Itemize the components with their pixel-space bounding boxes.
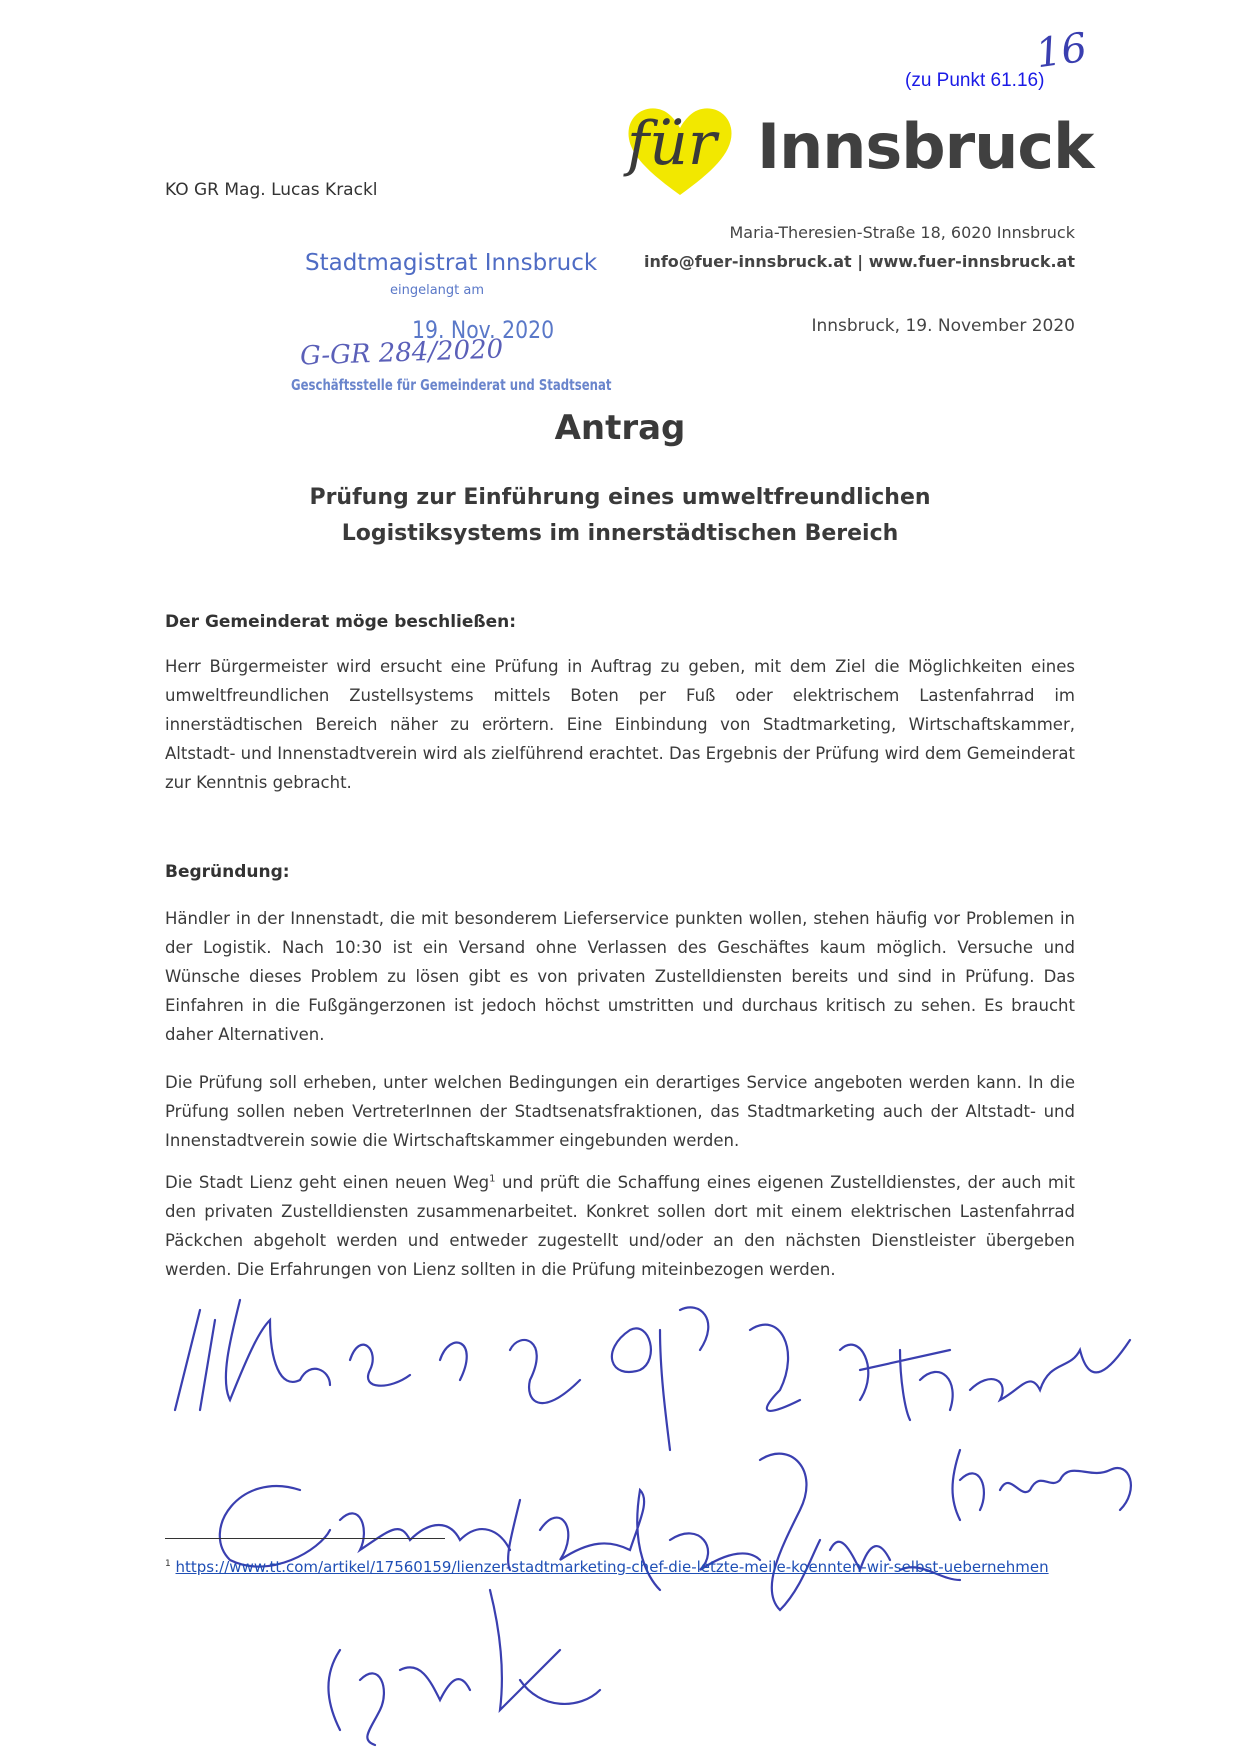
footnote-reference[interactable]: 1 [489, 1173, 496, 1185]
document-title [0, 480, 1240, 552]
sender-contact: info@fuer-innsbruck.at | www.fuer-innsbruck.at [643, 252, 1075, 271]
document-title-line-2: Logistiksystems im innerstädtischen Bereich [341, 521, 899, 546]
document-date: Innsbruck, 19. November 2020 [811, 316, 1075, 336]
handwritten-page-number: 16 [1033, 24, 1090, 78]
resolution-heading: Der Gemeinderat möge beschließen: [165, 612, 517, 632]
party-logo [625, 100, 1094, 200]
footnote-separator [165, 1538, 445, 1539]
logo-prefix: für [627, 109, 717, 179]
sender-address: Maria-Theresien-Straße 18, 6020 Innsbruck [729, 223, 1075, 242]
signature-10 [490, 1590, 600, 1710]
signature-7 [760, 1454, 960, 1610]
agenda-reference: (zu Punkt 61.16) [905, 70, 1045, 91]
reasoning-paragraph-1: Händler in der Innenstadt, die mit besonderem Lieferservice punkten wollen, stehen häufig vor Problemen in der Logistik. Nach 10:30 ist ein Versand ohne Verlassen des Geschäftes kaum möglich. Versuche und Wünsche dieses Problem zu lösen gibt es von privaten Zustelldiensten bereits und sind in Prüfung. Das Einfahren in die Fußgängerzonen ist jedoch höchst umstritten und durchaus kritisch zu sehen. Es braucht daher Alternativen. [165, 909, 1075, 1044]
signature-3 [750, 1325, 868, 1411]
signature-1 [175, 1300, 580, 1410]
footnote [165, 1552, 1065, 1579]
author-name: KO GR Mag. Lucas Krackl [165, 180, 378, 200]
document-title-line-1: Prüfung zur Einführung eines umweltfreundlichen [309, 485, 931, 510]
logo-city: Innsbruck [757, 110, 1094, 183]
signature-9 [328, 1650, 470, 1745]
paragraph-3-start: Die Stadt Lienz geht einen neuen Weg [165, 1173, 490, 1192]
signature-4 [860, 1340, 1130, 1420]
footnote-link[interactable]: https://www.tt.com/artikel/17560159/lienzer-stadtmarketing-chef-die-letzte-meile-koennten-wir-selbst-uebernehmen [175, 1558, 1049, 1576]
stamp-subtitle: eingelangt am [390, 283, 485, 298]
stamp-file-number: G-GR 284/2020 [299, 334, 504, 372]
resolution-text: Herr Bürgermeister wird ersucht eine Prüfung in Auftrag zu geben, mit dem Ziel die Möglichkeiten eines umweltfreundlichen Zustellsystems mittels Boten per Fuß oder elektrischem Lastenfahrrad im innerstädtischen Bereich näher zu erörtern. Eine Einbindung von Stadtmarketing, Wirtschaftskammer, Altstadt- und Innenstadtverein wird als zielführend erachtet. Das Ergebnis der Prüfung wird dem Gemeinderat zur Kenntnis gebracht. [165, 657, 1075, 792]
reasoning-paragraph-2: Die Prüfung soll erheben, unter welchen Bedingungen ein derartiges Service angeboten werden kann. In die Prüfung sollen neben VertreterInnen der Stadtsenatsfraktionen, das Stadtmarketing auch der Altstadt- und Innenstadtverein sowie die Wirtschaftskammer eingebunden werden. [165, 1073, 1075, 1150]
receipt-stamp [285, 250, 612, 410]
reasoning-paragraph-3 [165, 1168, 1075, 1284]
footnote-marker: 1 [165, 1559, 171, 1569]
stamp-office: Geschäftsstelle für Gemeinderat und Stadtsenat [291, 376, 612, 394]
stamp-title: Stadtmagistrat Innsbruck [305, 250, 598, 276]
document-type: Antrag [554, 408, 686, 448]
signatures [160, 1290, 1160, 1750]
signature-2 [612, 1307, 708, 1450]
reasoning-heading: Begründung: [165, 862, 290, 882]
signature-8 [953, 1450, 1131, 1520]
paragraph-3-end: und prüft die Schaffung eines eigenen Zustelldienstes, der auch mit den privaten Zustelldiensten zusammenarbeitet. Konkret sollen dort mit einem elektrischen Lastenfahrrad Päckchen abgeholt werden und entweder zugestellt und/oder an den nächsten Dienstleister übergeben werden. Die Erfahrungen von Lienz sollten in die Prüfung miteinbezogen werden. [165, 1173, 1075, 1279]
stamp-date: 19. Nov. 2020 [412, 316, 555, 344]
